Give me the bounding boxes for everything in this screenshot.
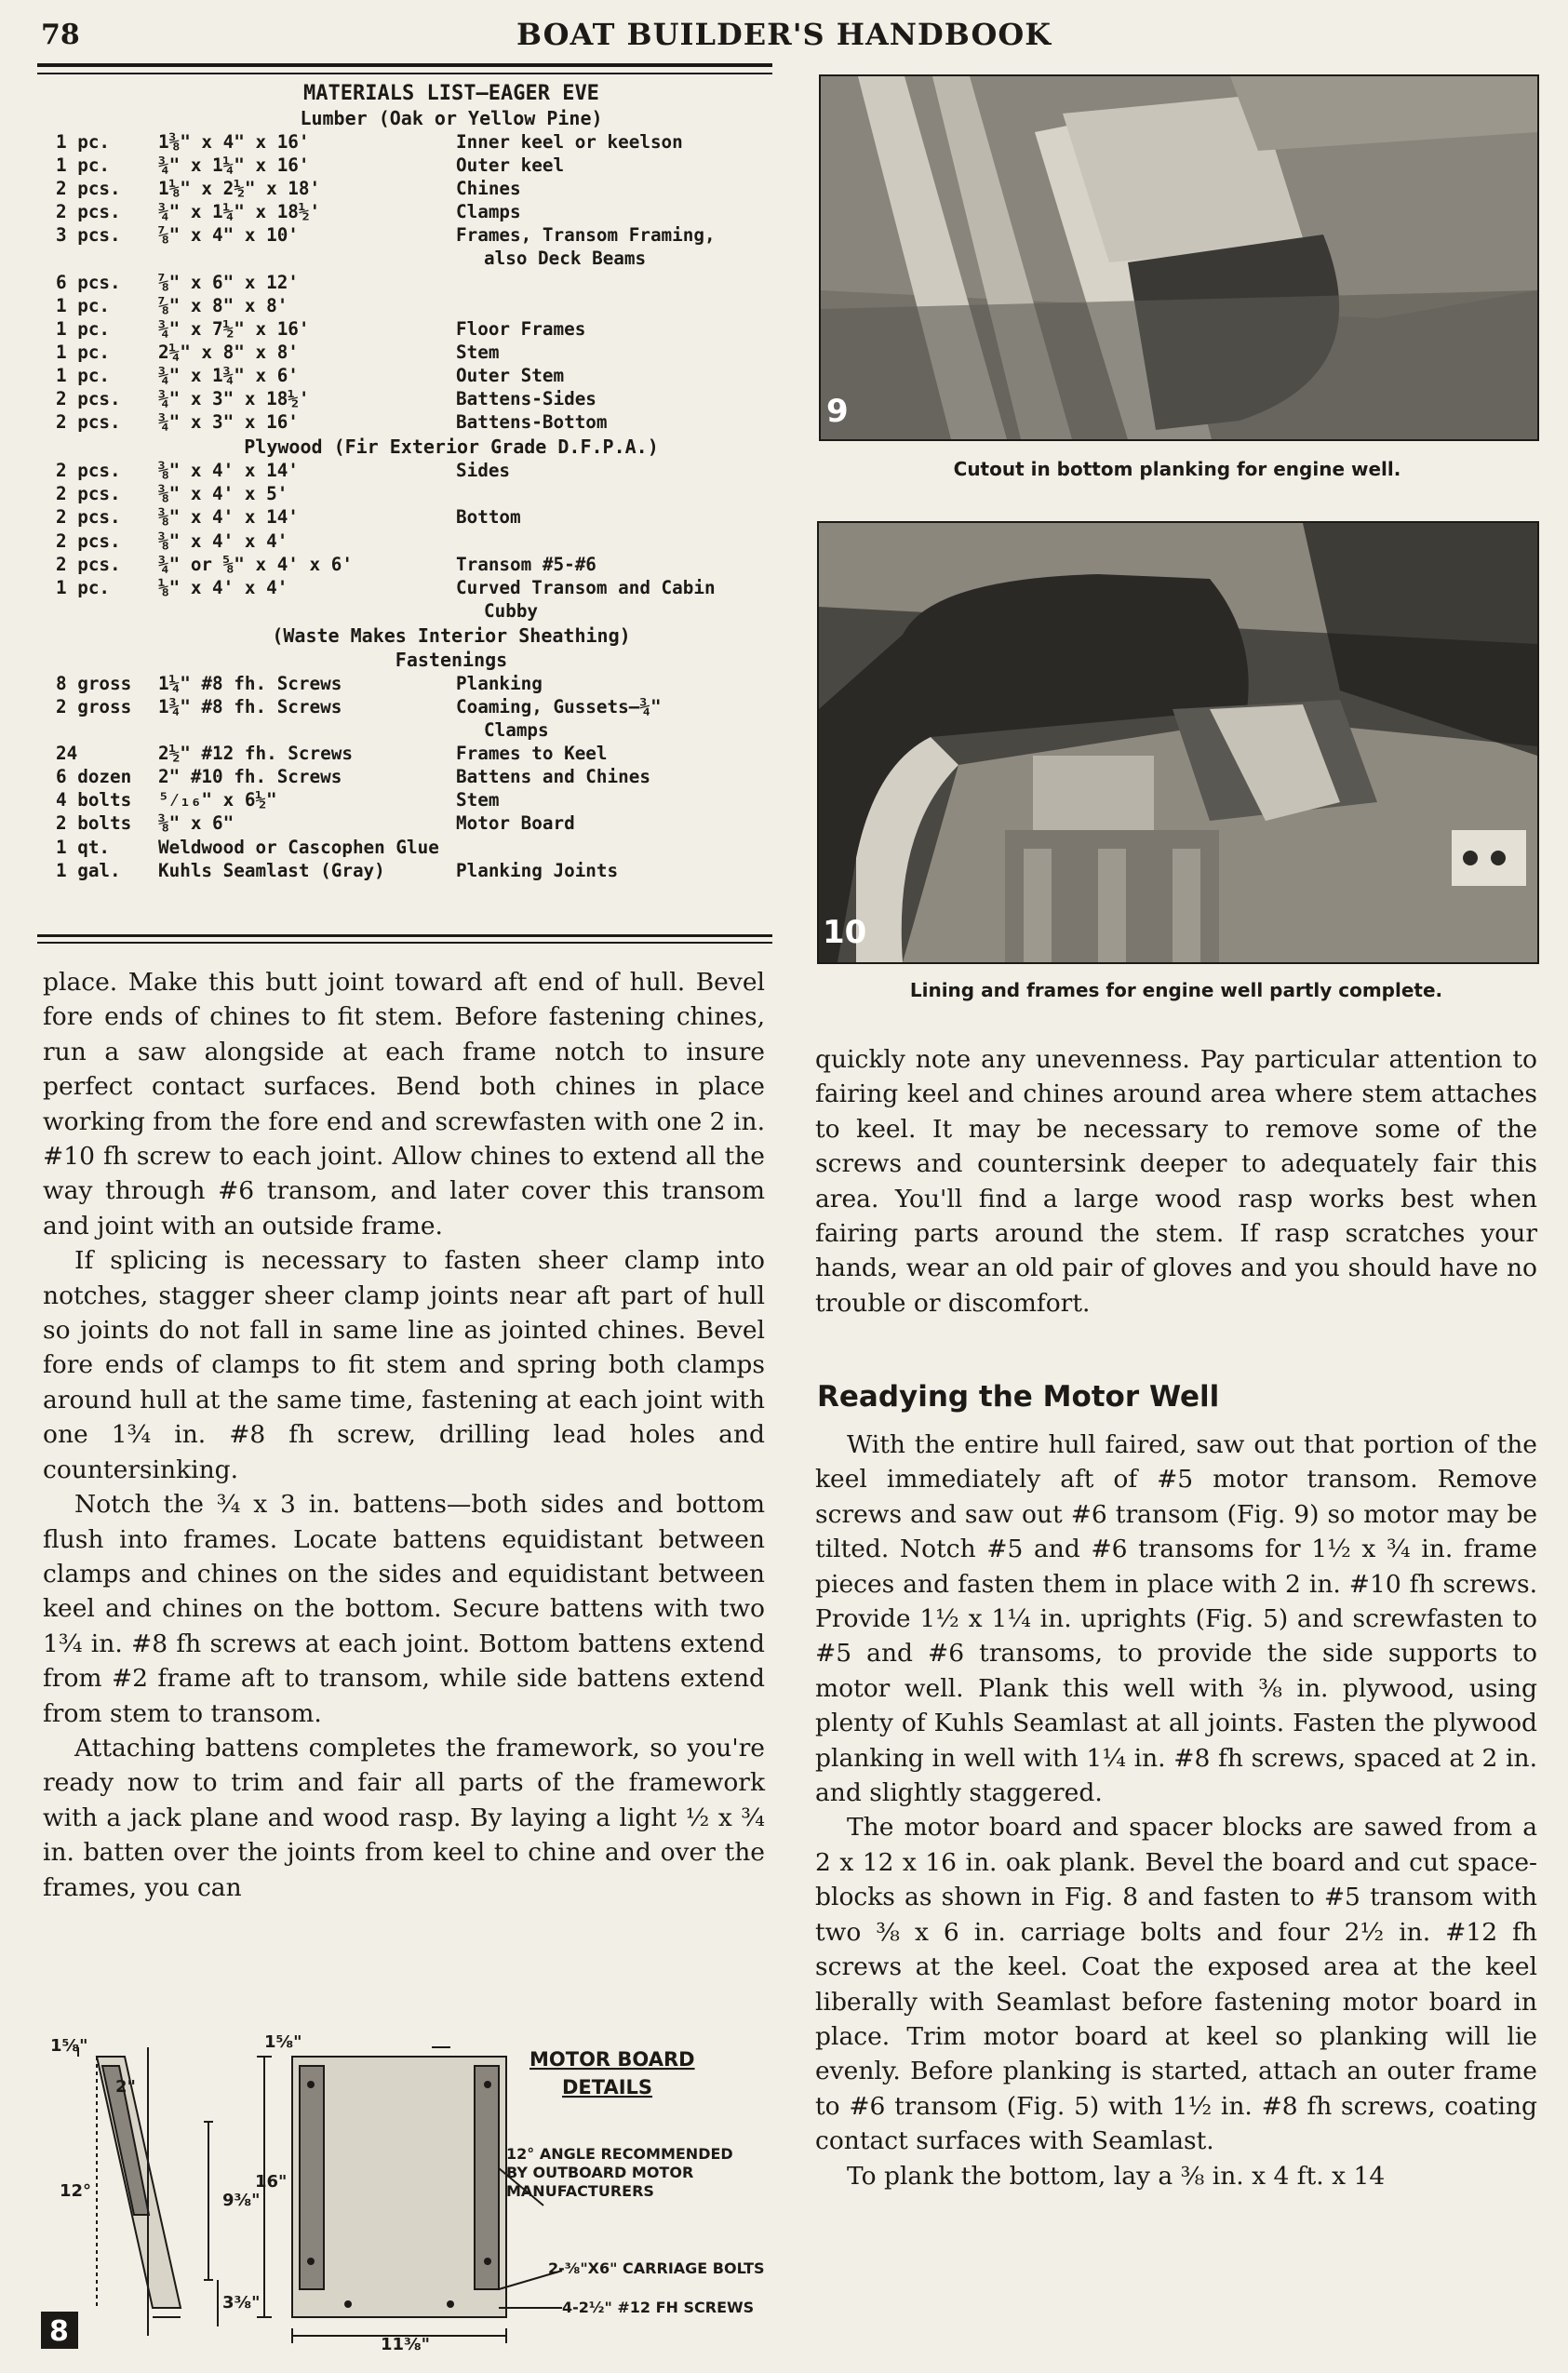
material-use [456, 530, 772, 553]
material-use-line: Inner keel or keelson [456, 131, 683, 153]
material-dimension: 1¾" #8 fh. Screws [158, 695, 342, 717]
figure-10-number: 10 [823, 914, 867, 951]
material-qty: 2 pcs. [56, 530, 121, 552]
material-use-continued: Cubby [484, 599, 539, 622]
material-use-line: Floor Frames [456, 317, 586, 340]
material-use [456, 154, 772, 177]
material-use [456, 223, 772, 270]
material-use [456, 177, 772, 200]
material-use [456, 576, 772, 623]
material-dimension: ⅞" x 8" x 8' [158, 294, 288, 316]
engine-well-lining-image [819, 523, 1537, 962]
material-qty: 2 bolts [56, 812, 132, 835]
diagram-title-2: DETAILS [562, 2076, 653, 2098]
material-dimension: ¾" x 3" x 18½' [158, 388, 310, 410]
material-use-line: Stem [456, 341, 500, 363]
material-qty: 4 bolts [56, 789, 132, 811]
material-qty: 2 pcs. [56, 388, 121, 410]
dim-c: 9⅜" [222, 2191, 261, 2210]
material-use [456, 200, 772, 223]
material-use-line: Transom #5-#6 [456, 553, 596, 575]
angle-label: 12° [60, 2181, 92, 2201]
figure-8-motor-board-diagram [41, 2029, 776, 2354]
material-qty: 2 gross [56, 695, 132, 717]
material-row [56, 177, 772, 200]
material-dimension: 2¼" x 8" x 8' [158, 341, 299, 363]
front-view-block-left [300, 2066, 324, 2289]
material-use [456, 387, 772, 410]
material-use-line: Curved Transom and Cabin [456, 576, 716, 598]
material-use-line: Frames, Transom Framing, [456, 224, 716, 247]
material-row [56, 341, 772, 364]
material-qty: 1 gal. [56, 859, 121, 881]
right-column-text-bottom [815, 1428, 1537, 2193]
material-qty: 1 pc. [56, 341, 111, 363]
material-use [456, 742, 772, 765]
material-qty: 1 qt. [56, 836, 111, 858]
material-use [456, 294, 772, 317]
plywood-heading: Plywood (Fir Exterior Grade D.F.P.A.) [244, 436, 659, 459]
materials-rule-thin [37, 942, 772, 944]
material-dimension: Kuhls Seamlast (Gray) [158, 859, 385, 881]
material-qty: 1 pc. [56, 576, 111, 598]
material-row [56, 271, 772, 294]
material-row [56, 576, 772, 623]
material-dimension: ⅜" x 4' x 5' [158, 483, 288, 505]
material-use [456, 482, 772, 505]
dim-f: 16" [255, 2172, 288, 2192]
material-row [56, 482, 772, 505]
material-row [56, 530, 772, 553]
material-use-line: Battens-Bottom [456, 411, 608, 434]
material-use [456, 836, 772, 859]
material-row [56, 859, 772, 882]
dim-a: 1⅝" [50, 2036, 88, 2056]
material-row [56, 459, 772, 482]
material-row [56, 788, 772, 811]
figure-9-number: 9 [826, 393, 849, 430]
body-paragraph: place. Make this butt joint toward aft end of hull. Bevel fore ends of chines to fit stem. Before fastening chines, run a saw alongside at each frame notch to insure perfect contact surfaces. Bend both chines in place working from the fore end and screwfasten with one 2 in. #10 fh screw to each joint. Allow chines to extend all the way through #6 transom, and later cover this transom and joint with an outside frame. [43, 968, 765, 1240]
material-dimension: ¾" x 1¼" x 18½' [158, 201, 321, 223]
header-rule [37, 63, 772, 67]
material-row [56, 836, 772, 859]
material-row [56, 130, 772, 154]
diagram-title-1: MOTOR BOARD [529, 2048, 695, 2071]
material-qty: 8 gross [56, 672, 132, 694]
material-dimension: 1¼" #8 fh. Screws [158, 672, 342, 694]
material-qty: 2 pcs. [56, 460, 121, 482]
material-use-line: Clamps [456, 201, 521, 223]
material-qty: 24 [56, 743, 78, 765]
material-row [56, 154, 772, 177]
material-row [56, 553, 772, 576]
material-use [456, 553, 772, 576]
material-use [456, 672, 772, 695]
material-qty: 1 pc. [56, 364, 111, 386]
materials-title: MATERIALS LIST—EAGER EVE [303, 82, 599, 105]
fastenings-heading: Fastenings [395, 648, 508, 671]
material-row [56, 387, 772, 410]
front-view-block-right [475, 2066, 499, 2289]
screws-note: 4-2½" #12 FH SCREWS [562, 2299, 755, 2316]
bolts-note: 2-⅜"X6" CARRIAGE BOLTS [548, 2259, 765, 2277]
material-dimension: 2½" #12 fh. Screws [158, 743, 353, 765]
material-use [456, 788, 772, 811]
material-row [56, 294, 772, 317]
material-dimension: ¾" x 7½" x 16' [158, 317, 310, 340]
material-dimension: Weldwood or Cascophen Glue [158, 836, 439, 858]
body-paragraph: Notch the ¾ x 3 in. battens—both sides and bottom flush into frames. Locate battens equidistant between clamps and chines on the sides and equidistant between keel and chines on the bottom. Secure battens with two 1¾ in. #8 fh screws at each joint. Bottom battens extend from #2 frame aft to transom, while side battens extend from stem to transom. [43, 1490, 765, 1728]
page-number: 78 [41, 19, 80, 51]
material-use-line: Sides [456, 460, 511, 482]
material-dimension: ⅜" x 4' x 14' [158, 506, 299, 529]
material-use [456, 459, 772, 482]
material-qty: 2 pcs. [56, 506, 121, 529]
material-use [456, 859, 772, 882]
material-dimension: ¾" x 1¾" x 6' [158, 364, 299, 386]
material-qty: 6 dozen [56, 766, 132, 788]
right-column-text-top [815, 1042, 1537, 1321]
material-row [56, 223, 772, 270]
right-paragraph-1: quickly note any unevenness. Pay particular attention to fairing keel and chines around area where stem attaches to keel. It may be necessary to remove some of the screws and countersink deeper to adequately fair this area. You'll find a large wood rasp works best when fairing parts around the stem. If rasp scratches your hands, wear an old pair of gloves and you should have no trouble or discomfort. [815, 1045, 1537, 1318]
material-qty: 1 pc. [56, 294, 111, 316]
material-use [456, 130, 772, 154]
material-use-line: Outer Stem [456, 364, 565, 386]
running-head: BOAT BUILDER'S HANDBOOK [516, 17, 1052, 52]
material-dimension: ⅜" x 6" [158, 812, 235, 835]
body-paragraph: With the entire hull faired, saw out that portion of the keel immediately aft of #5 motor transom. Remove screws and saw out #6 transom (Fig. 9) so motor may be tilted. Notch #5 and #6 transoms for 1½ x ¾ in. frame pieces and fasten them in place with 2 in. #10 fh screws. Provide 1½ x 1¼ in. uprights (Fig. 5) and screwfasten to #5 and #6 transoms, to provide the side supports to motor well. Plank this well with ⅜ in. plywood, using plenty of Kuhls Seamlast at all joints. Fasten the plywood planking in well with 1¼ in. #8 fh screws, spaced at 2 in. and slightly staggered. [815, 1430, 1537, 1808]
material-dimension: ¾" or ⅝" x 4' x 6' [158, 553, 353, 575]
materials-rule [37, 934, 772, 937]
material-qty: 2 pcs. [56, 411, 121, 434]
material-use [456, 341, 772, 364]
material-dimension: ⅜" x 4' x 14' [158, 460, 299, 482]
material-row [56, 742, 772, 765]
material-use-continued: also Deck Beams [484, 248, 647, 270]
dim-d: 3⅜" [222, 2293, 261, 2313]
material-qty: 2 pcs. [56, 553, 121, 575]
material-use [456, 811, 772, 835]
engine-well-cutout-image [821, 76, 1537, 439]
material-use-line: Battens and Chines [456, 766, 650, 788]
material-use [456, 695, 772, 742]
header-rule-thin [37, 73, 772, 74]
section-heading: Readying the Motor Well [817, 1380, 1220, 1414]
material-row [56, 695, 772, 742]
lumber-heading: Lumber (Oak or Yellow Pine) [300, 107, 603, 129]
material-use-line: Planking Joints [456, 859, 619, 881]
material-dimension: 2" #10 fh. Screws [158, 766, 342, 788]
body-paragraph: Attaching battens completes the framework, so you're ready now to trim and fair all parts of the framework with a jack plane and wood rasp. By laying a light ½ x ¾ in. batten over the joints from keel to chine and over the frames, you can [43, 1733, 765, 1902]
material-row [56, 505, 772, 529]
left-column-text [43, 965, 765, 1905]
material-use [456, 505, 772, 529]
material-dimension: 1⅛" x 2½" x 18' [158, 178, 321, 200]
material-use-line: Frames to Keel [456, 743, 608, 765]
material-use [456, 271, 772, 294]
material-use-line: Chines [456, 178, 521, 200]
material-dimension: 1⅜" x 4" x 16' [158, 131, 310, 153]
material-qty: 3 pcs. [56, 224, 121, 247]
material-qty: 1 pc. [56, 317, 111, 340]
material-qty: 6 pcs. [56, 271, 121, 293]
material-use-line: Battens-Sides [456, 388, 596, 410]
material-row [56, 410, 772, 434]
figure-8-number: 8 [49, 2315, 69, 2348]
material-use-line: Bottom [456, 506, 521, 529]
figure-10-caption: Lining and frames for engine well partly complete. [909, 979, 1443, 1001]
body-paragraph: To plank the bottom, lay a ⅜ in. x 4 ft. x 14 [847, 2161, 1386, 2191]
material-dimension: ⅜" x 4' x 4' [158, 530, 288, 552]
body-paragraph: The motor board and spacer blocks are sawed from a 2 x 12 x 16 in. oak plank. Bevel the board and cut space-blocks as shown in Fig. 8 and fasten to #5 transom with two ⅜ x 6 in. carriage bolts and four 2½ in. #12 fh screws at the keel. Coat the exposed area at the keel liberally with Seamlast before fastening motor board in place. Trim motor board at keel so planking will lie evenly. Before planking is started, attach an outer frame to #6 transom (Fig. 5) with 1½ in. #8 fh screws, coating contact surfaces with Seamlast. [815, 1813, 1537, 2156]
material-use-line: Stem [456, 789, 500, 811]
material-qty: 2 pcs. [56, 201, 121, 223]
material-qty: 2 pcs. [56, 483, 121, 505]
dim-e: 1⅝" [264, 2032, 302, 2052]
angle-note-2: BY OUTBOARD MOTOR [506, 2164, 694, 2181]
fastening-rows [56, 672, 772, 882]
material-dimension: ⅛" x 4' x 4' [158, 576, 288, 598]
angle-note-1: 12° ANGLE RECOMMENDED [506, 2145, 733, 2163]
materials-list [56, 82, 772, 882]
waste-note: (Waste Makes Interior Sheathing) [272, 623, 631, 647]
material-dimension: ⁵⁄₁₆" x 6½" [158, 789, 277, 811]
material-qty: 2 pcs. [56, 178, 121, 200]
material-dimension: ¾" x 1¼" x 16' [158, 154, 310, 177]
plywood-rows [56, 459, 772, 623]
material-qty: 1 pc. [56, 154, 111, 177]
material-use [456, 364, 772, 387]
material-use-line: Outer keel [456, 154, 565, 177]
dim-g: 11⅜" [381, 2335, 431, 2354]
material-use-line: Planking [456, 672, 543, 694]
material-use [456, 317, 772, 341]
lumber-rows [56, 130, 772, 434]
material-use [456, 410, 772, 434]
angle-note-3: MANUFACTURERS [506, 2182, 654, 2200]
material-qty: 1 pc. [56, 131, 111, 153]
material-dimension: ⅞" x 6" x 12' [158, 271, 299, 293]
material-use-line: Coaming, Gussets—¾" [456, 695, 662, 717]
material-row [56, 765, 772, 788]
figure-10-photo [817, 521, 1539, 964]
material-row [56, 364, 772, 387]
figure-9-caption: Cutout in bottom planking for engine well. [953, 458, 1401, 480]
material-row [56, 200, 772, 223]
material-use [456, 765, 772, 788]
material-use-line: Motor Board [456, 812, 575, 835]
body-paragraph: If splicing is necessary to fasten sheer clamp into notches, stagger sheer clamp joints near aft part of hull so joints do not fall in same line as jointed chines. Bevel fore ends of clamps to fit stem and spring both clamps around hull at the same time, fastening at each joint with one 1¾ in. #8 fh screw, drilling lead holes and countersinking. [43, 1246, 765, 1484]
material-row [56, 811, 772, 835]
figure-9-photo [819, 74, 1539, 441]
material-dimension: ¾" x 3" x 16' [158, 411, 299, 434]
material-row [56, 317, 772, 341]
dim-b: 2" [115, 2077, 136, 2097]
material-row [56, 672, 772, 695]
material-dimension: ⅞" x 4" x 10' [158, 224, 299, 247]
material-use-continued: Clamps [484, 719, 549, 742]
